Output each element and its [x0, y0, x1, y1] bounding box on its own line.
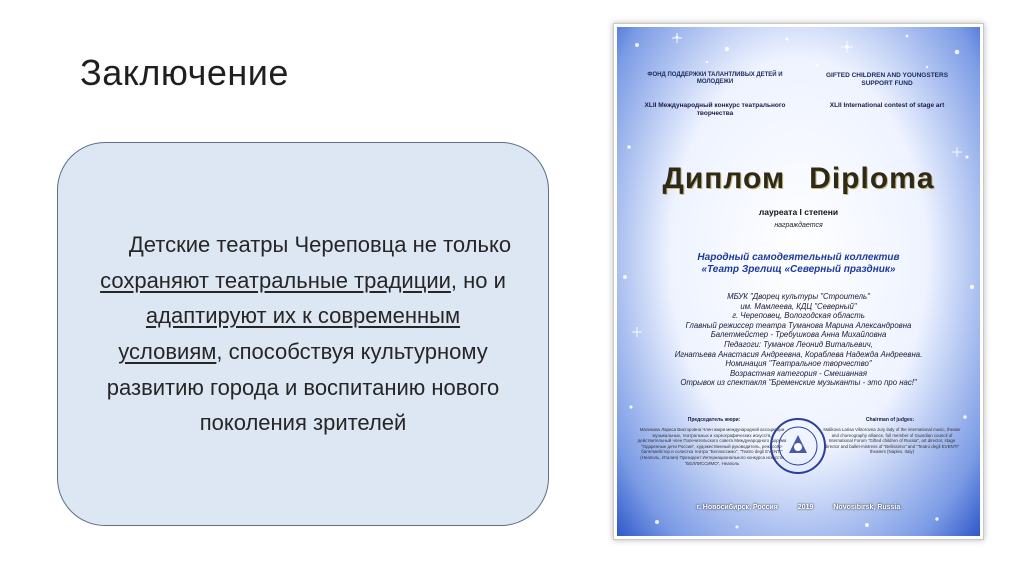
diploma-heading: [617, 162, 980, 196]
jury-chair-en: Malikova Larisa Viktorovna Jury lady of the international music, theater and choreography alliance, full member of Guardian council of International Forum "Gifted children of Russia", art director, stage director and ballet-mistress of "Bellissimo" and "Teatro degli EVENTI" theaters (Naples, Italy): [823, 427, 961, 455]
detail-line: Балетмейстер - Требушкова Анна Михайловна: [710, 330, 887, 340]
footer-city-ru: г. Новосибирск, Россия: [696, 504, 778, 511]
collective-line-2: «Театр Зрелищ «Северный праздник»: [701, 264, 896, 275]
detail-line: им. Мамлеева, КДЦ "Северный": [740, 301, 857, 311]
diploma-details: [617, 292, 980, 388]
detail-line: Отрывок из спектакля "Бременские музыканты - это про нас!": [680, 378, 917, 388]
detail-line: МБУК "Дворец культуры "Строитель": [727, 292, 870, 301]
laureate-degree: лауреата I степени: [758, 207, 839, 217]
diploma-heading-en: Diploma: [809, 162, 935, 195]
diploma-image: [613, 23, 984, 540]
diploma-heading-ru: Диплом: [662, 162, 786, 195]
underlined-phrase-adapt: адаптируют их к современным условиям: [118, 303, 461, 364]
detail-line: Игнатьева Анастасия Андреевна, Кораблева Надежда Андреевна.: [674, 349, 923, 359]
contest-name-en: XLII International contest of stage art: [829, 102, 945, 109]
detail-line: Номинация "Театральное творчество": [725, 359, 872, 369]
contest-name-ru: XLII Международный конкурс театрального творчества: [644, 102, 786, 117]
paragraph-part-2: , но и: [450, 267, 506, 293]
jury-chair-ru: Маликова Лариса Викторовна Член жюри международной ассоциации музыкальных, театральных и хореографических искусств, действительный член Попечительского совета Международного форума "Одаренные дети России", художественный руководитель, режиссёр-балетмейстер и солистка театра "Беллиссимо", "Teatro degli EVENTI" (Неаполь, Италия) Президент Интернационального конкурса искусств "БЕЛЛИССИМО", Неаполь: [637, 427, 787, 466]
collective-line-1: Народный самодеятельный коллектив: [697, 252, 900, 263]
paragraph-part-3: , способствуя культурному развитию города и воспитанию нового поколения зрителей: [106, 339, 500, 436]
fund-name-ru: ФОНД ПОДДЕРЖКИ ТАЛАНТЛИВЫХ ДЕТЕЙ И МОЛОДЕЖИ: [647, 72, 783, 85]
jury-chair-label-ru: Председатель жюри:: [687, 417, 741, 423]
conclusion-text-box: [57, 142, 549, 526]
slide-title: Заключение: [80, 52, 289, 93]
collective-name: [617, 252, 980, 276]
footer-year: 2019: [797, 504, 814, 511]
detail-line: Педагоги: Туманов Леонид Витальевич,: [724, 339, 873, 349]
diploma-footer: [617, 504, 980, 511]
seal-stamp-icon: [769, 417, 827, 475]
jury-chair-label-en: Chairman of judges:: [865, 417, 915, 423]
conclusion-paragraph: [94, 227, 512, 441]
detail-line: г. Череповец, Вологодская область: [732, 311, 865, 321]
fund-name-en: GIFTED CHILDREN AND YOUNGSTERS SUPPORT FUND: [825, 72, 949, 87]
diploma-background: [617, 27, 980, 536]
awarded-label: награждается: [774, 222, 823, 229]
underlined-phrase-traditions: сохраняют театральные традиции: [100, 267, 451, 293]
footer-city-en: Novosibirsk, Russia: [833, 504, 901, 511]
detail-line: Возрастная категория - Смешанная: [729, 368, 867, 378]
detail-line: Главный режиссер театра Туманова Марина Александровна: [685, 320, 912, 330]
paragraph-part-1: Детские театры Череповца не только: [128, 232, 512, 258]
